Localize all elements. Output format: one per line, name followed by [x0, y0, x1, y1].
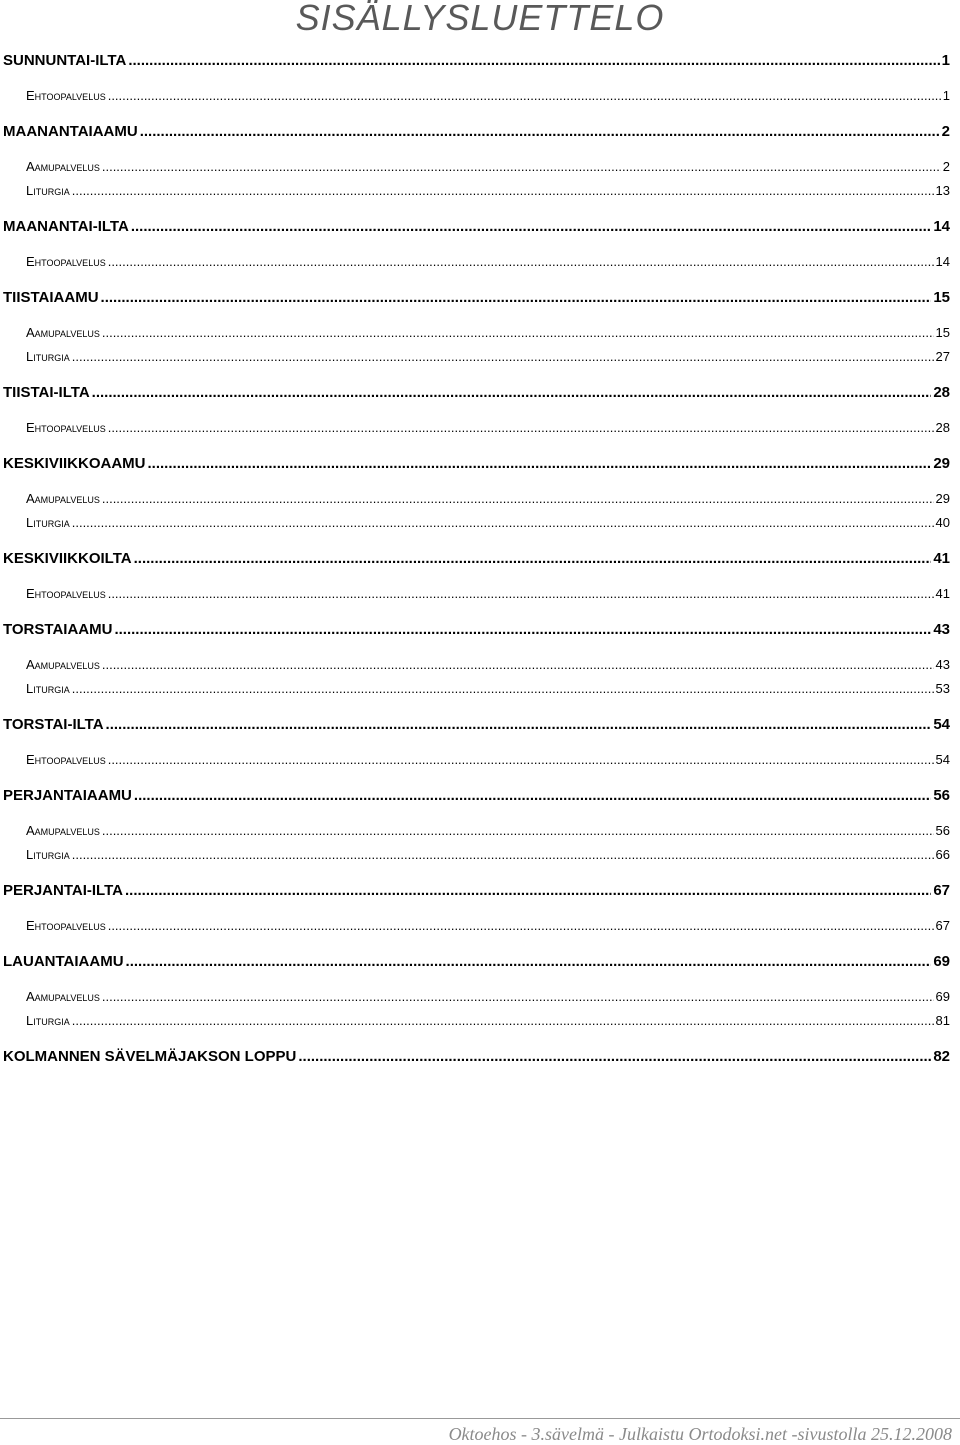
toc-dot-leader — [125, 880, 931, 902]
toc-page-number: 15 — [935, 325, 950, 340]
toc-subsection-entry[interactable] — [0, 417, 950, 439]
toc-subsection-entry[interactable] — [0, 322, 950, 344]
toc-subsection-entry[interactable] — [0, 85, 950, 107]
toc-dot-leader — [72, 180, 934, 202]
toc-dot-leader — [102, 156, 941, 178]
toc-dot-leader — [92, 382, 932, 404]
toc-section-entry[interactable] — [0, 382, 950, 404]
toc-dot-leader — [148, 453, 932, 475]
toc-dot-leader — [72, 1010, 934, 1032]
toc-entry-label: TIISTAI-ILTA — [3, 384, 90, 401]
toc-page-number: 14 — [935, 254, 950, 269]
toc-entry-label: Ehtoopalvelus — [26, 586, 106, 601]
toc-page-number: 66 — [935, 847, 950, 862]
toc-entry-label: KOLMANNEN SÄVELMÄJAKSON LOPPU — [3, 1048, 297, 1065]
toc-subsection-entry[interactable] — [0, 678, 950, 700]
toc-dot-leader — [108, 251, 934, 273]
toc-subsection-entry[interactable] — [0, 749, 950, 771]
toc-dot-leader — [72, 512, 934, 534]
toc-entry-label: Liturgia — [26, 183, 70, 198]
toc-dot-leader — [102, 820, 934, 842]
toc-dot-leader — [134, 548, 932, 570]
toc-dot-leader — [140, 121, 940, 143]
toc-entry-label: Ehtoopalvelus — [26, 752, 106, 767]
toc-dot-leader — [114, 619, 931, 641]
toc-dot-leader — [108, 583, 934, 605]
toc-dot-leader — [102, 986, 934, 1008]
toc-page-number: 13 — [935, 183, 950, 198]
toc-entry-label: PERJANTAIAAMU — [3, 787, 132, 804]
toc-page-number: 67 — [935, 918, 950, 933]
toc-entry-label: Liturgia — [26, 349, 70, 364]
toc-entry-label: Liturgia — [26, 847, 70, 862]
toc-entry-label: Liturgia — [26, 515, 70, 530]
footer-divider — [0, 1418, 960, 1419]
toc-page-number: 2 — [941, 123, 950, 140]
toc-entry-label: Aamupalvelus — [26, 657, 100, 672]
toc-page-number: 54 — [935, 752, 950, 767]
toc-entry-label: Ehtoopalvelus — [26, 918, 106, 933]
toc-page-number: 53 — [935, 681, 950, 696]
toc-entry-label: MAANANTAIAAMU — [3, 123, 138, 140]
toc-entry-label: Ehtoopalvelus — [26, 420, 106, 435]
table-of-contents — [0, 50, 950, 1068]
toc-entry-label: Aamupalvelus — [26, 159, 100, 174]
toc-page-number: 40 — [935, 515, 950, 530]
toc-entry-label: MAANANTAI-ILTA — [3, 218, 129, 235]
toc-section-entry[interactable] — [0, 216, 950, 238]
toc-section-entry[interactable] — [0, 548, 950, 570]
toc-section-entry[interactable] — [0, 1046, 950, 1068]
toc-page-number: 28 — [933, 384, 950, 401]
toc-entry-label: Aamupalvelus — [26, 491, 100, 506]
toc-section-entry[interactable] — [0, 121, 950, 143]
toc-subsection-entry[interactable] — [0, 844, 950, 866]
toc-entry-label: Liturgia — [26, 1013, 70, 1028]
toc-entry-label: TORSTAI-ILTA — [3, 716, 104, 733]
toc-page-number: 56 — [935, 823, 950, 838]
toc-page-number: 43 — [933, 621, 950, 638]
toc-entry-label: PERJANTAI-ILTA — [3, 882, 123, 899]
toc-subsection-entry[interactable] — [0, 488, 950, 510]
toc-page-number: 56 — [933, 787, 950, 804]
toc-subsection-entry[interactable] — [0, 986, 950, 1008]
toc-dot-leader — [128, 50, 939, 72]
toc-section-entry[interactable] — [0, 785, 950, 807]
toc-page-number: 1 — [942, 88, 950, 103]
toc-page-number: 54 — [933, 716, 950, 733]
toc-subsection-entry[interactable] — [0, 512, 950, 534]
toc-entry-label: Ehtoopalvelus — [26, 254, 106, 269]
toc-page-number: 43 — [935, 657, 950, 672]
toc-page-number: 69 — [933, 953, 950, 970]
toc-subsection-entry[interactable] — [0, 251, 950, 273]
toc-section-entry[interactable] — [0, 619, 950, 641]
toc-entry-label: LAUANTAIAAMU — [3, 953, 124, 970]
toc-subsection-entry[interactable] — [0, 180, 950, 202]
toc-page-number: 2 — [942, 159, 950, 174]
toc-entry-label: KESKIVIIKKOAAMU — [3, 455, 146, 472]
toc-page-number: 41 — [935, 586, 950, 601]
toc-dot-leader — [72, 844, 934, 866]
toc-subsection-entry[interactable] — [0, 915, 950, 937]
toc-section-entry[interactable] — [0, 880, 950, 902]
toc-subsection-entry[interactable] — [0, 583, 950, 605]
toc-page-number: 28 — [935, 420, 950, 435]
toc-entry-label: Aamupalvelus — [26, 989, 100, 1004]
toc-section-entry[interactable] — [0, 287, 950, 309]
toc-entry-label: TORSTAIAAMU — [3, 621, 113, 638]
toc-page-number: 15 — [933, 289, 950, 306]
page-footer: Oktoehos - 3.sävelmä - Julkaistu Ortodoksi.net -sivustolla 25.12.2008 — [448, 1424, 952, 1444]
page-title: SISÄLLYSLUETTELO — [295, 0, 665, 38]
toc-dot-leader — [72, 678, 934, 700]
toc-dot-leader — [102, 654, 934, 676]
toc-dot-leader — [131, 216, 932, 238]
toc-dot-leader — [102, 488, 934, 510]
toc-page-number: 27 — [935, 349, 950, 364]
toc-page-number: 41 — [933, 550, 950, 567]
toc-dot-leader — [108, 915, 934, 937]
toc-page-number: 29 — [935, 491, 950, 506]
toc-dot-leader — [102, 322, 934, 344]
toc-subsection-entry[interactable] — [0, 654, 950, 676]
toc-section-entry[interactable] — [0, 453, 950, 475]
toc-page-number: 1 — [941, 52, 950, 69]
toc-subsection-entry[interactable] — [0, 820, 950, 842]
toc-dot-leader — [108, 85, 941, 107]
toc-section-entry[interactable] — [0, 951, 950, 973]
toc-entry-label: SUNNUNTAI-ILTA — [3, 52, 127, 69]
toc-entry-label: KESKIVIIKKOILTA — [3, 550, 132, 567]
toc-dot-leader — [101, 287, 932, 309]
toc-page-number: 67 — [933, 882, 950, 899]
toc-page-number: 14 — [933, 218, 950, 235]
toc-entry-label: TIISTAIAAMU — [3, 289, 99, 306]
toc-entry-label: Aamupalvelus — [26, 823, 100, 838]
toc-subsection-entry[interactable] — [0, 346, 950, 368]
toc-page-number: 69 — [935, 989, 950, 1004]
toc-entry-label: Aamupalvelus — [26, 325, 100, 340]
toc-dot-leader — [134, 785, 931, 807]
toc-subsection-entry[interactable] — [0, 1010, 950, 1032]
toc-dot-leader — [72, 346, 934, 368]
toc-page-number: 82 — [933, 1048, 950, 1065]
toc-entry-label: Liturgia — [26, 681, 70, 696]
toc-subsection-entry[interactable] — [0, 156, 950, 178]
toc-dot-leader — [108, 417, 934, 439]
toc-dot-leader — [126, 951, 932, 973]
toc-page-number: 29 — [933, 455, 950, 472]
toc-section-entry[interactable] — [0, 50, 950, 72]
toc-dot-leader — [298, 1046, 931, 1068]
toc-dot-leader — [106, 714, 932, 736]
toc-entry-label: Ehtoopalvelus — [26, 88, 106, 103]
toc-dot-leader — [108, 749, 934, 771]
toc-section-entry[interactable] — [0, 714, 950, 736]
toc-page-number: 81 — [935, 1013, 950, 1028]
